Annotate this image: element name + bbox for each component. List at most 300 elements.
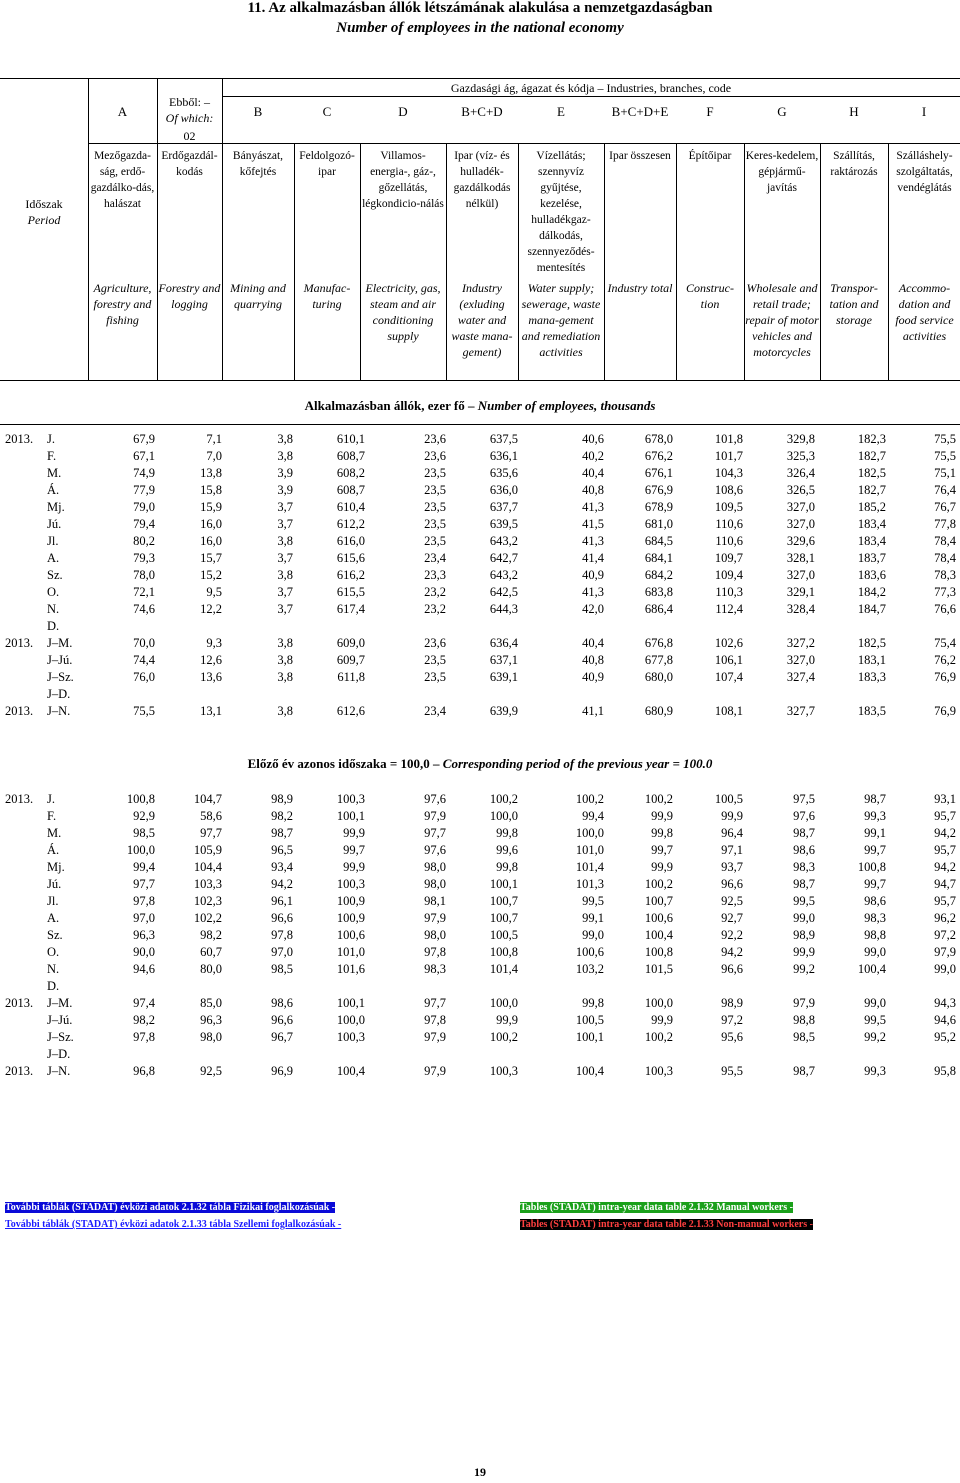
cell-value: 326,4 [786, 466, 815, 480]
cell-value: 103,2 [575, 962, 604, 976]
cell-value: 23,5 [424, 653, 446, 667]
row-period: Sz. [47, 568, 63, 582]
cell-value: 95,5 [721, 1064, 743, 1078]
cell-value: 75,5 [934, 449, 956, 463]
cell-value: 94,2 [934, 826, 956, 840]
row-year: 2013. [5, 636, 34, 650]
col-hu-3: Feldolgozó-ipar [299, 150, 355, 178]
cell-value: 76,9 [934, 670, 956, 684]
col-en-0: Agriculture, forestry and fishing [93, 281, 152, 327]
cell-value: 617,4 [336, 602, 365, 616]
row-period: J–Sz. [47, 1030, 74, 1044]
cell-value: 98,5 [271, 962, 293, 976]
section2-title [0, 756, 960, 772]
cell-value: 95,6 [721, 1030, 743, 1044]
cell-value: 96,5 [271, 843, 293, 857]
col-en-9: Wholesale and retail trade; repair of motor vehicles and motorcycles [745, 281, 819, 359]
cell-value: 3,8 [277, 568, 293, 582]
cell-value: 104,4 [193, 860, 222, 874]
cell-value: 41,3 [582, 585, 604, 599]
cell-value: 23,5 [424, 483, 446, 497]
row-year: 2013. [5, 1064, 34, 1078]
cell-value: 100,6 [575, 945, 604, 959]
cell-value: 644,3 [489, 602, 518, 616]
cell-value: 99,5 [793, 894, 815, 908]
cell-value: 97,0 [271, 945, 293, 959]
section2-title-hu: Előző év azonos időszaka = 100,0 – [247, 756, 440, 771]
cell-value: 185,2 [857, 500, 886, 514]
cell-value: 615,6 [336, 551, 365, 565]
cell-value: 327,0 [786, 517, 815, 531]
cell-value: 100,3 [644, 1064, 673, 1078]
cell-value: 96,3 [133, 928, 155, 942]
cell-value: 98,9 [721, 996, 743, 1010]
cell-value: 99,9 [496, 1013, 518, 1027]
stadat-link-right-bottom[interactable]: Tables (STADAT) intra-year data table 2.1.33 Non-manual workers - [520, 1219, 813, 1230]
cell-value: 683,8 [644, 585, 673, 599]
row-period: M. [47, 466, 62, 480]
cell-value: 100,5 [714, 792, 743, 806]
cell-value: 680,9 [644, 704, 673, 718]
cell-value: 636,1 [489, 449, 518, 463]
table-row [0, 602, 960, 619]
table-row [0, 483, 960, 500]
cell-value: 183,3 [857, 670, 886, 684]
row-period: N. [47, 962, 60, 976]
row-period: J–Jú. [47, 653, 73, 667]
row-period: Á. [47, 843, 60, 857]
cell-value: 60,7 [200, 945, 222, 959]
cell-value: 78,4 [934, 551, 956, 565]
cell-value: 23,5 [424, 517, 446, 531]
cell-value: 681,0 [644, 517, 673, 531]
cell-value: 98,7 [864, 792, 886, 806]
cell-value: 7,0 [206, 449, 222, 463]
cell-value: 639,9 [489, 704, 518, 718]
cell-value: 184,2 [857, 585, 886, 599]
cell-value: 15,8 [200, 483, 222, 497]
cell-value: 98,1 [424, 894, 446, 908]
code-F: F [706, 104, 714, 119]
row-period: A. [47, 551, 60, 565]
cell-value: 100,0 [644, 996, 673, 1010]
cell-value: 96,6 [721, 877, 743, 891]
cell-value: 93,1 [934, 792, 956, 806]
cell-value: 79,4 [133, 517, 155, 531]
cell-value: 72,1 [133, 585, 155, 599]
cell-value: 96,7 [271, 1030, 293, 1044]
cell-value: 686,4 [644, 602, 673, 616]
cell-value: 329,6 [786, 534, 815, 548]
code-I: I [921, 104, 927, 119]
title-en: Number of employees in the national economy [336, 20, 624, 36]
cell-value: 3,9 [277, 483, 293, 497]
cell-value: 78,4 [934, 534, 956, 548]
code-BCD: B+C+D [461, 104, 503, 119]
cell-value: 95,7 [934, 894, 956, 908]
cell-value: 183,6 [857, 568, 886, 582]
cell-value: 3,8 [277, 704, 293, 718]
row-period: J–D. [47, 687, 71, 701]
cell-value: 99,9 [343, 860, 365, 874]
table-row [0, 860, 960, 877]
cell-value: 639,1 [489, 670, 518, 684]
cell-value: 23,5 [424, 500, 446, 514]
cell-value: 58,6 [200, 809, 222, 823]
table-row [0, 704, 960, 721]
cell-value: 99,2 [864, 1030, 886, 1044]
row-period: F. [47, 449, 57, 463]
cell-value: 98,0 [424, 928, 446, 942]
cell-value: 639,5 [489, 517, 518, 531]
period-label-hu: Időszak [25, 197, 63, 211]
cell-value: 80,0 [200, 962, 222, 976]
code-D: D [398, 104, 408, 119]
cell-value: 74,6 [133, 602, 155, 616]
cell-value: 100,1 [575, 1030, 604, 1044]
cell-value: 104,3 [714, 466, 743, 480]
cell-value: 75,4 [934, 636, 956, 650]
cell-value: 94,3 [934, 996, 956, 1010]
cell-value: 40,8 [582, 653, 604, 667]
table-row [0, 843, 960, 860]
row-period: J–Jú. [47, 1013, 73, 1027]
cell-value: 99,4 [582, 809, 604, 823]
cell-value: 326,5 [786, 483, 815, 497]
cell-value: 100,0 [489, 996, 518, 1010]
cell-value: 183,4 [857, 517, 886, 531]
cell-value: 98,6 [864, 894, 886, 908]
cell-value: 100,8 [644, 945, 673, 959]
row-period: J. [47, 792, 55, 806]
cell-value: 3,7 [277, 585, 293, 599]
vline-0 [88, 78, 89, 380]
col-hu-5: Ipar (víz- és hulladék-gazdálkodás nélkül) [453, 150, 511, 210]
cell-value: 99,4 [133, 860, 155, 874]
cell-value: 13,6 [200, 670, 222, 684]
cell-value: 100,1 [336, 996, 365, 1010]
cell-value: 105,9 [193, 843, 222, 857]
cell-value: 74,4 [133, 653, 155, 667]
cell-value: 100,0 [489, 809, 518, 823]
cell-value: 3,8 [277, 653, 293, 667]
cell-value: 101,4 [575, 860, 604, 874]
cell-value: 13,8 [200, 466, 222, 480]
cell-value: 98,6 [271, 996, 293, 1010]
table-row [0, 996, 960, 1013]
code-G: G [777, 104, 787, 119]
table-row [0, 826, 960, 843]
cell-value: 13,1 [200, 704, 222, 718]
cell-value: 98,5 [793, 1030, 815, 1044]
cell-value: 99,0 [793, 911, 815, 925]
cell-value: 101,4 [489, 962, 518, 976]
section-rule [0, 424, 960, 425]
cell-value: 3,7 [277, 517, 293, 531]
cell-value: 182,7 [857, 483, 886, 497]
table-row [0, 877, 960, 894]
cell-value: 98,9 [271, 792, 293, 806]
ofwhich-code: 02 [183, 129, 196, 143]
row-period: J. [47, 432, 55, 446]
cell-value: 23,6 [424, 636, 446, 650]
cell-value: 99,9 [651, 809, 673, 823]
cell-value: 95,8 [934, 1064, 956, 1078]
table-row [0, 809, 960, 826]
cell-value: 677,8 [644, 653, 673, 667]
cell-value: 98,0 [424, 877, 446, 891]
cell-value: 96,6 [271, 1013, 293, 1027]
cell-value: 23,5 [424, 534, 446, 548]
cell-value: 112,4 [715, 602, 743, 616]
row-period: O. [47, 945, 60, 959]
cell-value: 98,7 [793, 1064, 815, 1078]
cell-value: 608,7 [336, 483, 365, 497]
cell-value: 40,9 [582, 568, 604, 582]
cell-value: 327,2 [786, 636, 815, 650]
cell-value: 98,9 [793, 928, 815, 942]
cell-value: 98,7 [271, 826, 293, 840]
cell-value: 3,7 [277, 602, 293, 616]
cell-value: 100,2 [644, 792, 673, 806]
col-en-10: Transpor-tation and storage [829, 281, 879, 327]
cell-value: 40,6 [582, 432, 604, 446]
cell-value: 76,0 [133, 670, 155, 684]
cell-value: 76,9 [934, 704, 956, 718]
table-row [0, 670, 960, 687]
cell-value: 77,9 [133, 483, 155, 497]
cell-value: 99,3 [864, 1064, 886, 1078]
cell-value: 97,9 [934, 945, 956, 959]
period-label-en: Period [27, 213, 61, 227]
cell-value: 676,2 [644, 449, 673, 463]
table-row [0, 636, 960, 653]
cell-value: 99,9 [651, 860, 673, 874]
cell-value: 16,0 [200, 517, 222, 531]
cell-value: 98,2 [200, 928, 222, 942]
col-hu-2: Bányászat, kőfejtés [232, 150, 284, 178]
cell-value: 98,7 [793, 877, 815, 891]
cell-value: 329,1 [786, 585, 815, 599]
cell-value: 615,5 [336, 585, 365, 599]
cell-value: 107,4 [714, 670, 743, 684]
cell-value: 184,7 [857, 602, 886, 616]
cell-value: 67,9 [133, 432, 155, 446]
row-period: J–M. [47, 996, 73, 1010]
cell-value: 643,2 [489, 534, 518, 548]
cell-value: 41,4 [582, 551, 604, 565]
cell-value: 643,2 [489, 568, 518, 582]
row-year: 2013. [5, 432, 34, 446]
col-hu-1: Erdőgazdál-kodás [161, 150, 218, 178]
row-period: Jú. [47, 517, 62, 531]
cell-value: 102,2 [193, 911, 222, 925]
cell-value: 98,3 [793, 860, 815, 874]
table-row [0, 894, 960, 911]
cell-value: 97,2 [934, 928, 956, 942]
table-row [0, 962, 960, 979]
col-en-2: Mining and quarrying [230, 281, 286, 311]
cell-value: 100,1 [336, 809, 365, 823]
col-hu-6: Vízellátás; szennyvíz gyűjtése, kezelése, hulladékgaz-dálkodás, szennyeződés-mentesítés [527, 150, 595, 274]
stadat-link-left-bottom[interactable]: További táblák (STADAT) évközi adatok 2.1.33 tábla Szellemi foglalkozásúak - [5, 1219, 342, 1230]
code-A: A [117, 104, 128, 119]
cell-value: 79,0 [133, 500, 155, 514]
cell-value: 99,3 [864, 809, 886, 823]
col-hu-11: Szálláshely-szolgáltatás, vendéglátás [896, 150, 953, 194]
table-row [0, 945, 960, 962]
row-period: Mj. [47, 500, 65, 514]
cell-value: 637,7 [489, 500, 518, 514]
cell-value: 183,4 [857, 534, 886, 548]
table-row [0, 568, 960, 585]
cell-value: 9,5 [206, 585, 222, 599]
cell-value: 41,1 [582, 704, 604, 718]
cell-value: 40,2 [582, 449, 604, 463]
cell-value: 93,4 [271, 860, 293, 874]
cell-value: 100,6 [336, 928, 365, 942]
cell-value: 95,7 [934, 809, 956, 823]
row-period: Jl. [47, 534, 59, 548]
col-hu-7: Ipar összesen [609, 150, 671, 162]
cell-value: 97,9 [424, 911, 446, 925]
row-period: Jú. [47, 877, 62, 891]
cell-value: 182,5 [857, 636, 886, 650]
cell-value: 40,4 [582, 636, 604, 650]
table-row [0, 687, 960, 704]
cell-value: 99,9 [343, 826, 365, 840]
cell-value: 97,9 [793, 996, 815, 1010]
cell-value: 99,0 [864, 996, 886, 1010]
cell-value: 100,4 [336, 1064, 365, 1078]
cell-value: 94,7 [934, 877, 956, 891]
cell-value: 92,5 [721, 894, 743, 908]
cell-value: 100,3 [489, 1064, 518, 1078]
cell-value: 642,7 [489, 551, 518, 565]
col-en-7: Industry total [607, 281, 673, 295]
cell-value: 23,5 [424, 670, 446, 684]
cell-value: 96,8 [133, 1064, 155, 1078]
col-hu-4: Villamos-energia-, gáz-, gőzellátás, légkondicio-nálás [362, 150, 444, 210]
col-en-6: Water supply; sewerage, waste mana-gement and remediation activities [521, 281, 601, 359]
col-hu-8: Építőipar [688, 150, 732, 162]
cell-value: 15,2 [200, 568, 222, 582]
cell-value: 100,3 [336, 877, 365, 891]
table-row [0, 534, 960, 551]
cell-value: 97,9 [424, 1064, 446, 1078]
cell-value: 99,7 [864, 877, 886, 891]
cell-value: 97,6 [424, 843, 446, 857]
cell-value: 608,2 [336, 466, 365, 480]
cell-value: 92,7 [721, 911, 743, 925]
stadat-link-right-top[interactable]: Tables (STADAT) intra-year data table 2.1.32 Manual workers - [520, 1202, 793, 1213]
cell-value: 100,5 [575, 1013, 604, 1027]
row-period: J–M. [47, 636, 73, 650]
cell-value: 97,8 [133, 1030, 155, 1044]
cell-value: 9,3 [206, 636, 222, 650]
col-en-1: Forestry and logging [158, 281, 221, 311]
cell-value: 611,8 [337, 670, 365, 684]
title-hu: 11. Az alkalmazásban állók létszámának alakulása a nemzetgazdaságban [247, 0, 713, 16]
row-period: J–N. [47, 704, 71, 718]
cell-value: 99,8 [651, 826, 673, 840]
cell-value: 183,1 [857, 653, 886, 667]
cell-value: 75,5 [934, 432, 956, 446]
section1-title-en: Number of employees, thousands [477, 398, 656, 413]
cell-value: 40,4 [582, 466, 604, 480]
cell-value: 97,7 [133, 877, 155, 891]
cell-value: 99,0 [582, 928, 604, 942]
cell-value: 97,6 [424, 792, 446, 806]
cell-value: 327,0 [786, 568, 815, 582]
cell-value: 3,8 [277, 636, 293, 650]
cell-value: 637,1 [489, 653, 518, 667]
col-en-11: Accommo-dation and food service activities [895, 281, 954, 343]
cell-value: 94,6 [133, 962, 155, 976]
cell-value: 97,8 [271, 928, 293, 942]
table-row [0, 911, 960, 928]
cell-value: 182,5 [857, 466, 886, 480]
table-row [0, 1047, 960, 1064]
code-BCDE: B+C+D+E [611, 104, 669, 119]
cell-value: 85,0 [200, 996, 222, 1010]
cell-value: 97,0 [133, 911, 155, 925]
cell-value: 98,0 [424, 860, 446, 874]
cell-value: 101,7 [714, 449, 743, 463]
table-row [0, 1064, 960, 1081]
cell-value: 98,5 [133, 826, 155, 840]
cell-value: 74,9 [133, 466, 155, 480]
cell-value: 102,3 [193, 894, 222, 908]
cell-value: 96,2 [934, 911, 956, 925]
cell-value: 328,1 [786, 551, 815, 565]
cell-value: 99,9 [721, 809, 743, 823]
cell-value: 16,0 [200, 534, 222, 548]
cell-value: 96,6 [271, 911, 293, 925]
cell-value: 101,5 [644, 962, 673, 976]
cell-value: 98,8 [864, 928, 886, 942]
code-B: B [253, 104, 263, 119]
cell-value: 684,1 [644, 551, 673, 565]
cell-value: 99,0 [934, 962, 956, 976]
cell-value: 79,3 [133, 551, 155, 565]
cell-value: 678,0 [644, 432, 673, 446]
row-period: N. [47, 602, 60, 616]
cell-value: 327,7 [786, 704, 815, 718]
row-period: F. [47, 809, 57, 823]
cell-value: 100,4 [857, 962, 886, 976]
cell-value: 100,4 [644, 928, 673, 942]
cell-value: 612,6 [336, 704, 365, 718]
cell-value: 12,6 [200, 653, 222, 667]
cell-value: 636,0 [489, 483, 518, 497]
cell-value: 96,1 [271, 894, 293, 908]
col-hu-9: Keres-kedelem, gépjármű-javítás [745, 150, 819, 194]
cell-value: 92,5 [200, 1064, 222, 1078]
cell-value: 637,5 [489, 432, 518, 446]
cell-value: 76,6 [934, 602, 956, 616]
row-period: A. [47, 911, 60, 925]
cell-value: 676,9 [644, 483, 673, 497]
cell-value: 101,0 [336, 945, 365, 959]
cell-value: 97,7 [200, 826, 222, 840]
cell-value: 100,2 [644, 877, 673, 891]
cell-value: 75,5 [133, 704, 155, 718]
stadat-link-left-top[interactable]: További táblák (STADAT) évközi adatok 2.1.32 tábla Fizikai foglalkozásúak - [5, 1202, 336, 1213]
row-period: J–D. [47, 1047, 71, 1061]
row-period: Sz. [47, 928, 63, 942]
cell-value: 642,5 [489, 585, 518, 599]
